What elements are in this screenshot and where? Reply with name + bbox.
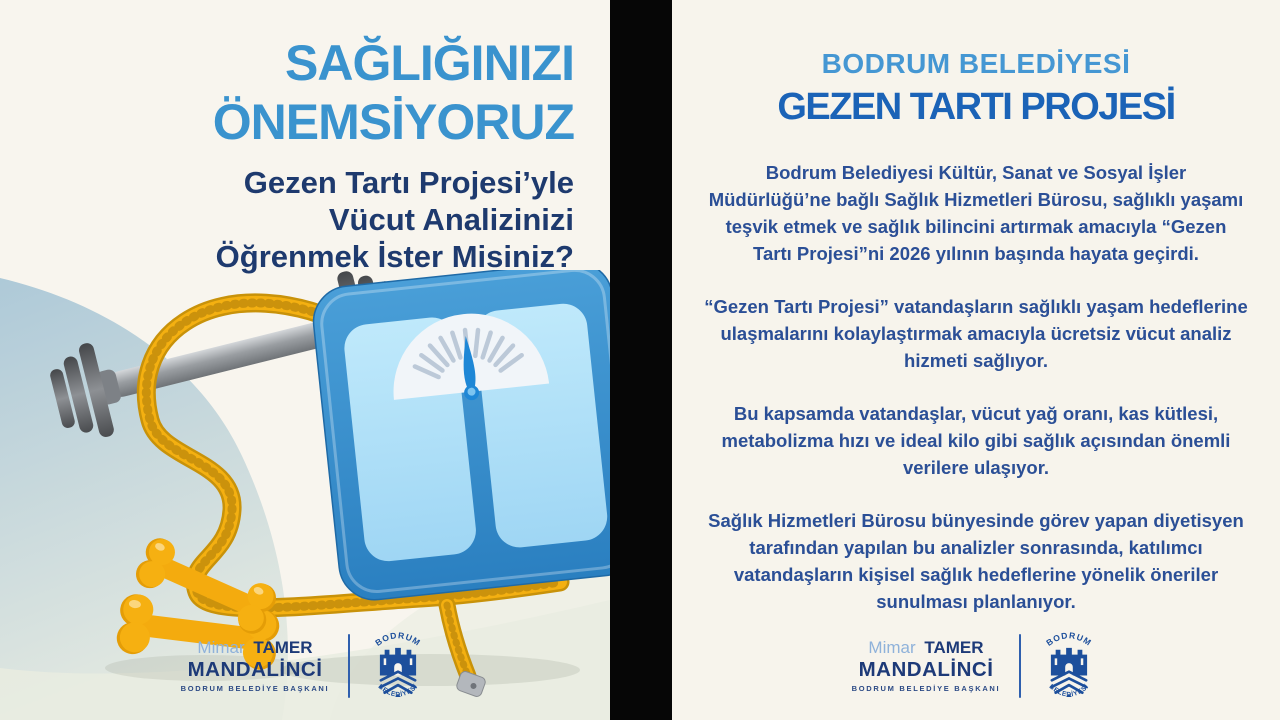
left-subtitle-line2: Vücut Analizinizi (328, 202, 574, 238)
paragraph-3: Bu kapsamda vatandaşlar, vücut yağ oranı, kas kütlesi, metabolizma hızı ve ideal kilo gibi sağlık açısından önemli verilere ulaşıyor. (721, 403, 1231, 478)
mayor-role: BODRUM BELEDİYE BAŞKANI (180, 684, 330, 694)
left-subtitle-line1: Gezen Tartı Projesi’yle (243, 165, 574, 200)
svg-text:BODRUM (374, 630, 423, 648)
mayor-name-block (852, 639, 1001, 693)
logo-bottom-text: BELEDİYESİ (1047, 683, 1091, 699)
municipality-kicker: BODRUM BELEDİYESİ (821, 48, 1131, 79)
signature-divider (1019, 634, 1021, 698)
mayor-role: BODRUM BELEDİYE BAŞKANI (851, 684, 1001, 694)
paragraph-1-post: 2026 yılının başında hayata geçirdi. (884, 243, 1199, 264)
mayor-first-name: TAMER (253, 637, 313, 657)
signature-divider (348, 634, 350, 698)
mayor-last-name: MANDALİNCİ (858, 657, 994, 681)
left-subtitle-line3: Öğrenmek İster Misiniz? (215, 239, 574, 275)
logo-top-text: BODRUM (373, 630, 424, 648)
left-signature-block (0, 626, 610, 706)
mayor-title-prefix: Mimar (868, 637, 916, 657)
logo-bottom-text: BELEDİYESİ (376, 683, 420, 699)
left-title-line2: ÖNEMSİYORUZ (212, 94, 574, 150)
paragraph-4: Sağlık Hizmetleri Bürosu bünyesinde görev yapan diyetisyen tarafından yapılan bu analizler sonrasında, katılımcı vatandaşların kişisel sağlık hedeflerine yönelik öneriler sunulması planlanıyor. (708, 510, 1244, 612)
paragraph-1-bold: “Gezen Tartı Projesi”ni (753, 216, 1227, 264)
right-heading-block (672, 0, 1280, 129)
mayor-last-name: MANDALİNCİ (187, 657, 323, 681)
svg-text:BODRUM (1045, 630, 1094, 648)
paragraph-2: “Gezen Tartı Projesi” vatandaşların sağlıklı yaşam hedeflerine ulaşmalarını kolaylaştırmak amacıyla ücretsiz vücut analiz hizmeti sağlıyor. (704, 296, 1248, 371)
mayor-name-block (181, 639, 330, 693)
right-poster-panel (672, 0, 1280, 720)
bodrum-municipality-logo (367, 626, 429, 706)
right-signature-block (672, 626, 1280, 706)
paragraph-1 (704, 159, 1248, 267)
mayor-first-name: TAMER (924, 637, 984, 657)
left-subtitle (0, 164, 574, 276)
left-title (0, 34, 574, 152)
mayor-title-prefix: Mimar (197, 637, 245, 657)
left-title-line1: SAĞLIĞINIZI (285, 35, 574, 91)
bodrum-municipality-logo (1038, 626, 1100, 706)
left-poster-panel (0, 0, 610, 720)
scale-icon (310, 270, 610, 603)
logo-top-text: BODRUM (1044, 630, 1095, 648)
project-title: GEZEN TARTI PROJESİ (777, 86, 1175, 128)
paragraph-1-pre: Bodrum Belediyesi Kültür, Sanat ve Sosyal İşler Müdürlüğü’ne bağlı Sağlık Hizmetleri Bürosu, sağlıklı yaşamı teşvik etmek ve sağlık bilincini artırmak amacıyla (708, 162, 1244, 237)
body-text-block (672, 129, 1280, 615)
left-heading-block (0, 0, 610, 276)
